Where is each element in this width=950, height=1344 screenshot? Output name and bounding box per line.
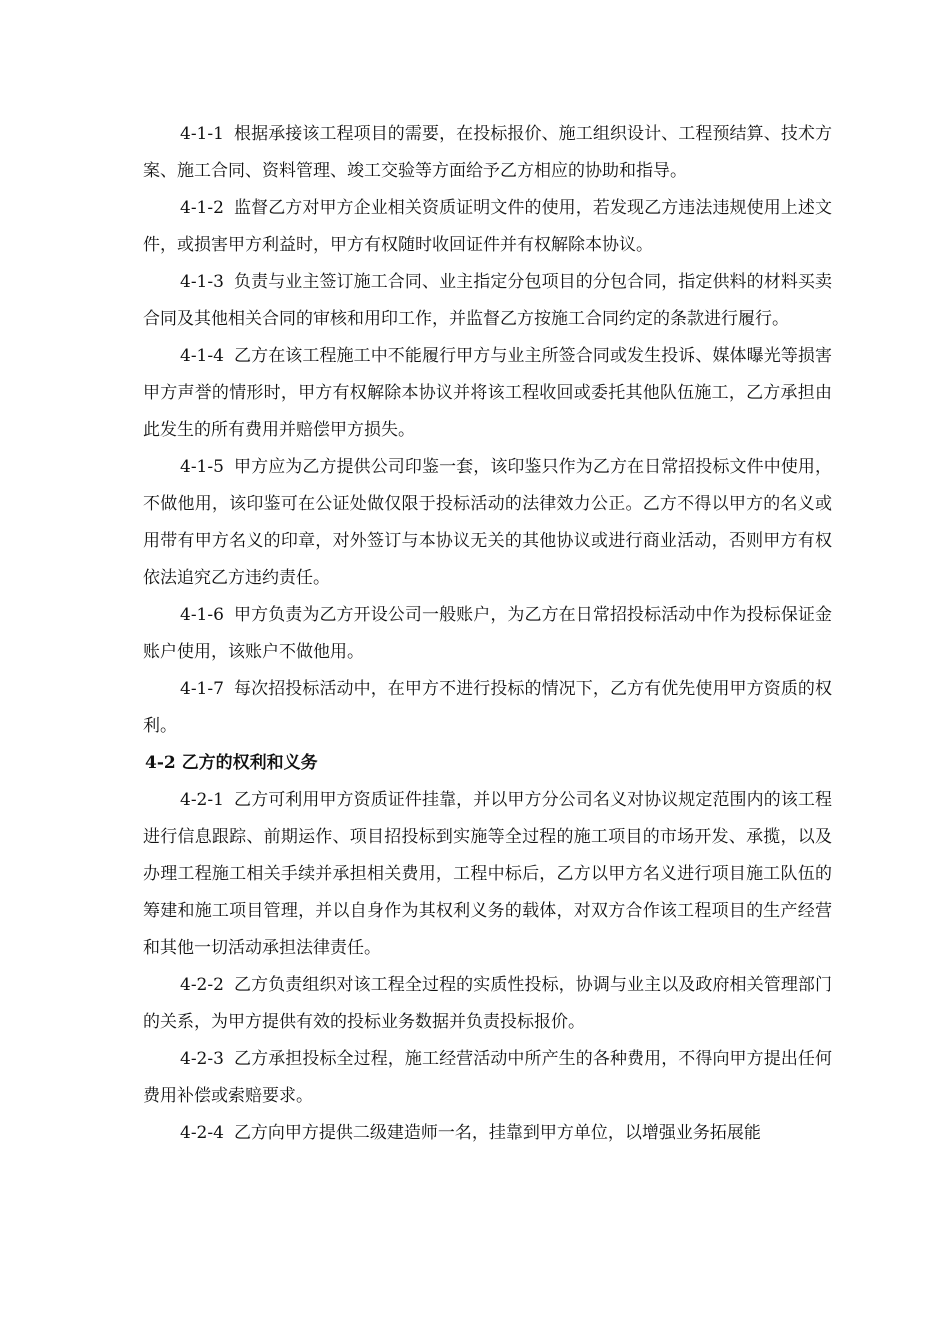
clause-number: 4-1-5 (180, 457, 224, 477)
clause-number: 4-1-1 (180, 124, 224, 144)
clause-number: 4-1-6 (180, 605, 224, 625)
clause-number: 4-2-2 (180, 975, 224, 995)
clause-4-1-7 (143, 671, 832, 745)
clause-number: 4-2-3 (180, 1049, 224, 1069)
clause-text: 乙方在该工程施工中不能履行甲方与业主所签合同或发生投诉、媒体曝光等损害甲方声誉的情形时，甲方有权解除本协议并将该工程收回或委托其他队伍施工，乙方承担由此发生的所有费用并赔偿甲方损失。 (143, 346, 832, 440)
clause-number: 4-1-7 (180, 679, 224, 699)
clause-text: 每次招投标活动中，在甲方不进行投标的情况下，乙方有优先使用甲方资质的权利。 (143, 679, 832, 736)
clause-4-2-2 (143, 967, 832, 1041)
clause-text: 甲方应为乙方提供公司印鉴一套，该印鉴只作为乙方在日常招投标文件中使用，不做他用，该印鉴可在公证处做仅限于投标活动的法律效力公正。乙方不得以甲方的名义或用带有甲方名义的印章，对外签订与本协议无关的其他协议或进行商业活动，否则甲方有权依法追究乙方违约责任。 (143, 457, 832, 588)
clause-4-1-1 (143, 116, 832, 190)
clause-text: 监督乙方对甲方企业相关资质证明文件的使用，若发现乙方违法违规使用上述文件，或损害甲方利益时，甲方有权随时收回证件并有权解除本协议。 (143, 198, 832, 255)
clause-text: 乙方向甲方提供二级建造师一名，挂靠到甲方单位，以增强业务拓展能 (233, 1123, 761, 1143)
clause-text: 乙方承担投标全过程，施工经营活动中所产生的各种费用，不得向甲方提出任何费用补偿或索赔要求。 (143, 1049, 832, 1106)
clause-number: 4-1-3 (180, 272, 224, 292)
clause-4-1-6 (143, 597, 832, 671)
clause-text: 负责与业主签订施工合同、业主指定分包项目的分包合同，指定供料的材料买卖合同及其他相关合同的审核和用印工作，并监督乙方按施工合同约定的条款进行履行。 (143, 272, 832, 329)
clause-4-1-5 (143, 449, 832, 597)
clause-text: 乙方负责组织对该工程全过程的实质性投标，协调与业主以及政府相关管理部门的关系，为甲方提供有效的投标业务数据并负责投标报价。 (143, 975, 832, 1032)
clause-4-1-4 (143, 338, 832, 449)
clause-text: 乙方可利用甲方资质证件挂靠，并以甲方分公司名义对协议规定范围内的该工程进行信息跟踪、前期运作、项目招投标到实施等全过程的施工项目的市场开发、承揽，以及办理工程施工相关手续并承担相关费用，工程中标后，乙方以甲方名义进行项目施工队伍的筹建和施工项目管理，并以自身作为其权利义务的载体，对双方合作该工程项目的生产经营和其他一切活动承担法律责任。 (143, 790, 832, 958)
clause-4-1-3 (143, 264, 832, 338)
clause-number: 4-2-4 (180, 1123, 224, 1143)
clause-text: 根据承接该工程项目的需要，在投标报价、施工组织设计、工程预结算、技术方案、施工合同、资料管理、竣工交验等方面给予乙方相应的协助和指导。 (143, 124, 832, 181)
clause-number: 4-1-4 (180, 346, 224, 366)
clause-number: 4-2-1 (180, 790, 224, 810)
document-body (143, 116, 832, 1152)
clause-4-2-1 (143, 782, 832, 967)
clause-number: 4-1-2 (180, 198, 224, 218)
clause-4-1-2 (143, 190, 832, 264)
clause-4-2-4 (143, 1115, 832, 1152)
clause-text: 甲方负责为乙方开设公司一般账户，为乙方在日常招投标活动中作为投标保证金账户使用，该账户不做他用。 (143, 605, 832, 662)
section-heading-4-2: 4-2 乙方的权利和义务 (145, 753, 318, 773)
clause-4-2-3 (143, 1041, 832, 1115)
